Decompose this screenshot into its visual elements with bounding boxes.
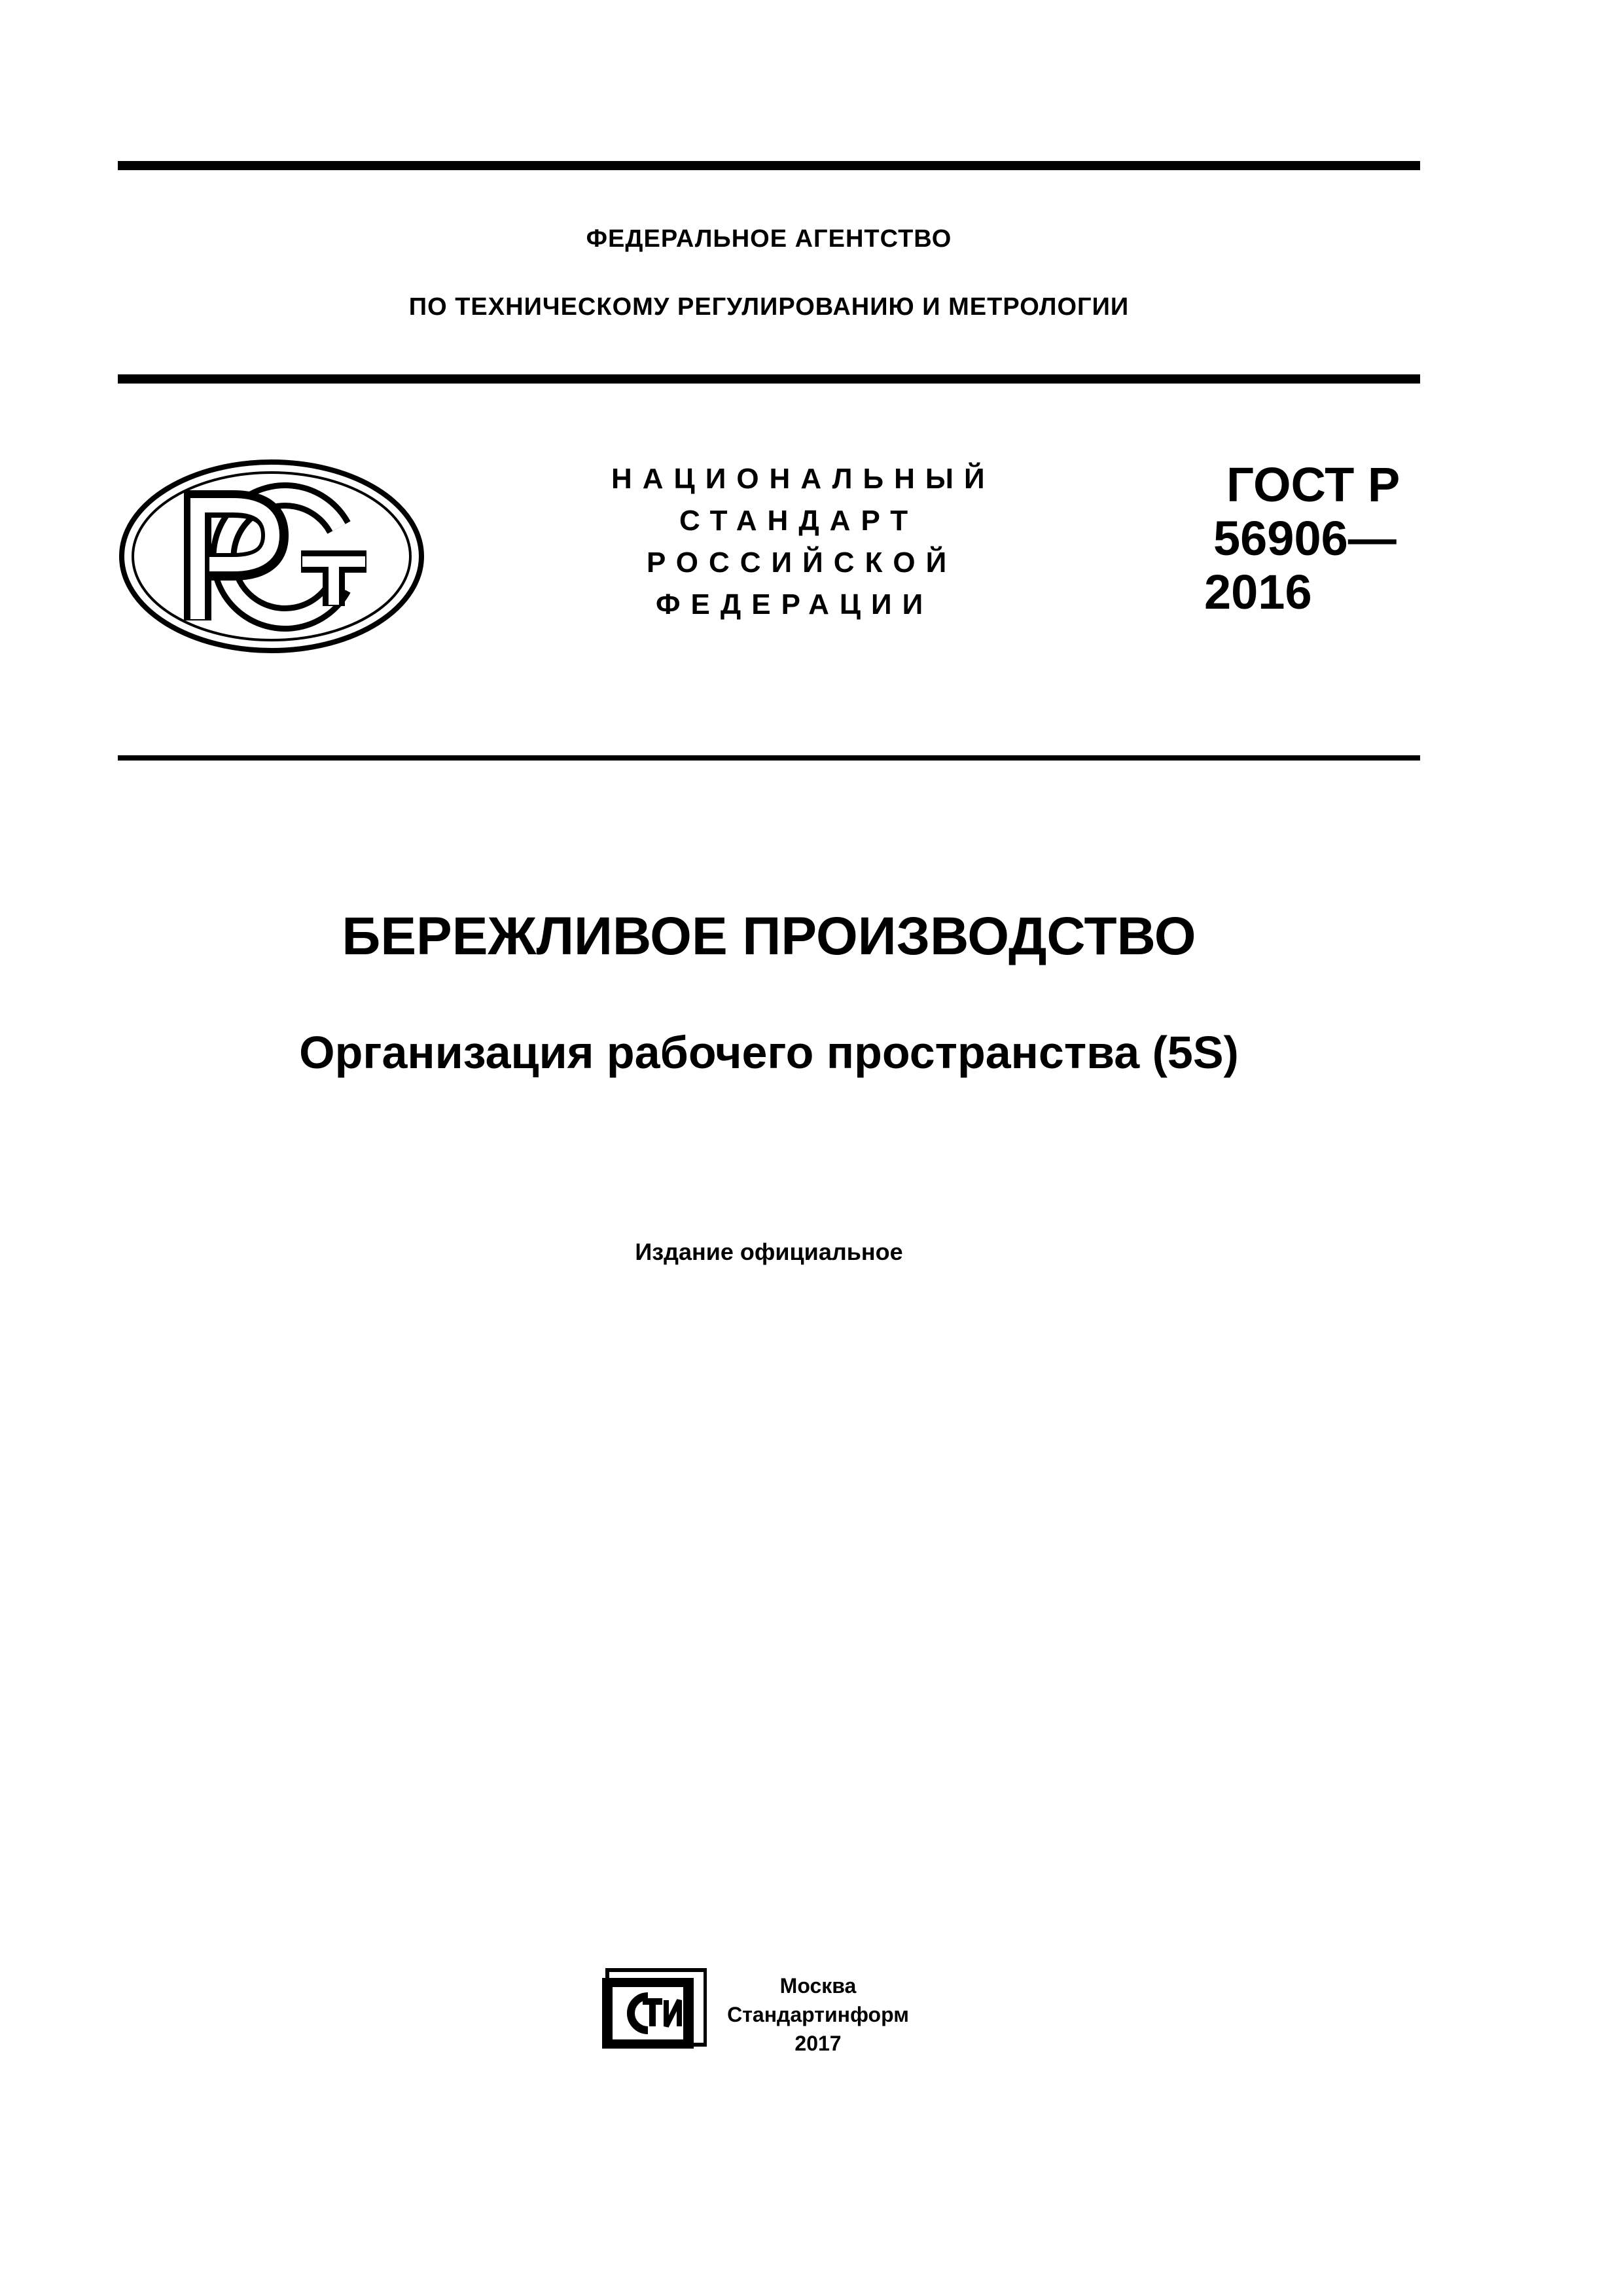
imprint-year: 2017 — [794, 2032, 842, 2055]
document-subtitle: Организация рабочего пространства (5S) — [299, 1027, 1239, 1078]
document-title: БЕРЕЖЛИВОЕ ПРОИЗВОДСТВО — [342, 906, 1196, 966]
national-standard-label — [563, 458, 1054, 626]
rst-logo-icon — [118, 458, 425, 655]
agency-name-line-2: ПО ТЕХНИЧЕСКОМУ РЕГУЛИРОВАНИЮ И МЕТРОЛОГИИ — [408, 293, 1130, 321]
agency-name-line-1: ФЕДЕРАЛЬНОЕ АГЕНТСТВО — [586, 225, 952, 253]
national-standard-line-1: НАЦИОНАЛЬНЫЙ — [611, 463, 995, 495]
standard-code — [1204, 458, 1466, 619]
standard-code-prefix: ГОСТ Р — [1226, 457, 1400, 512]
publisher-logo-icon — [602, 1966, 707, 2049]
header-divider — [118, 374, 1420, 384]
imprint-city: Москва — [779, 1974, 857, 1998]
national-standard-line-4: ФЕДЕРАЦИИ — [656, 588, 934, 620]
edition-label: Издание официальное — [635, 1238, 903, 1265]
imprint-publisher: Стандартинформ — [727, 2003, 909, 2026]
standard-code-number: 56906— — [1213, 511, 1397, 565]
title-divider — [118, 755, 1420, 761]
standard-code-year: 2016 — [1204, 565, 1312, 619]
top-divider — [118, 161, 1420, 170]
national-standard-line-2: СТАНДАРТ — [679, 505, 919, 537]
imprint-block — [720, 1971, 916, 2058]
national-standard-line-3: РОССИЙСКОЙ — [647, 547, 957, 579]
